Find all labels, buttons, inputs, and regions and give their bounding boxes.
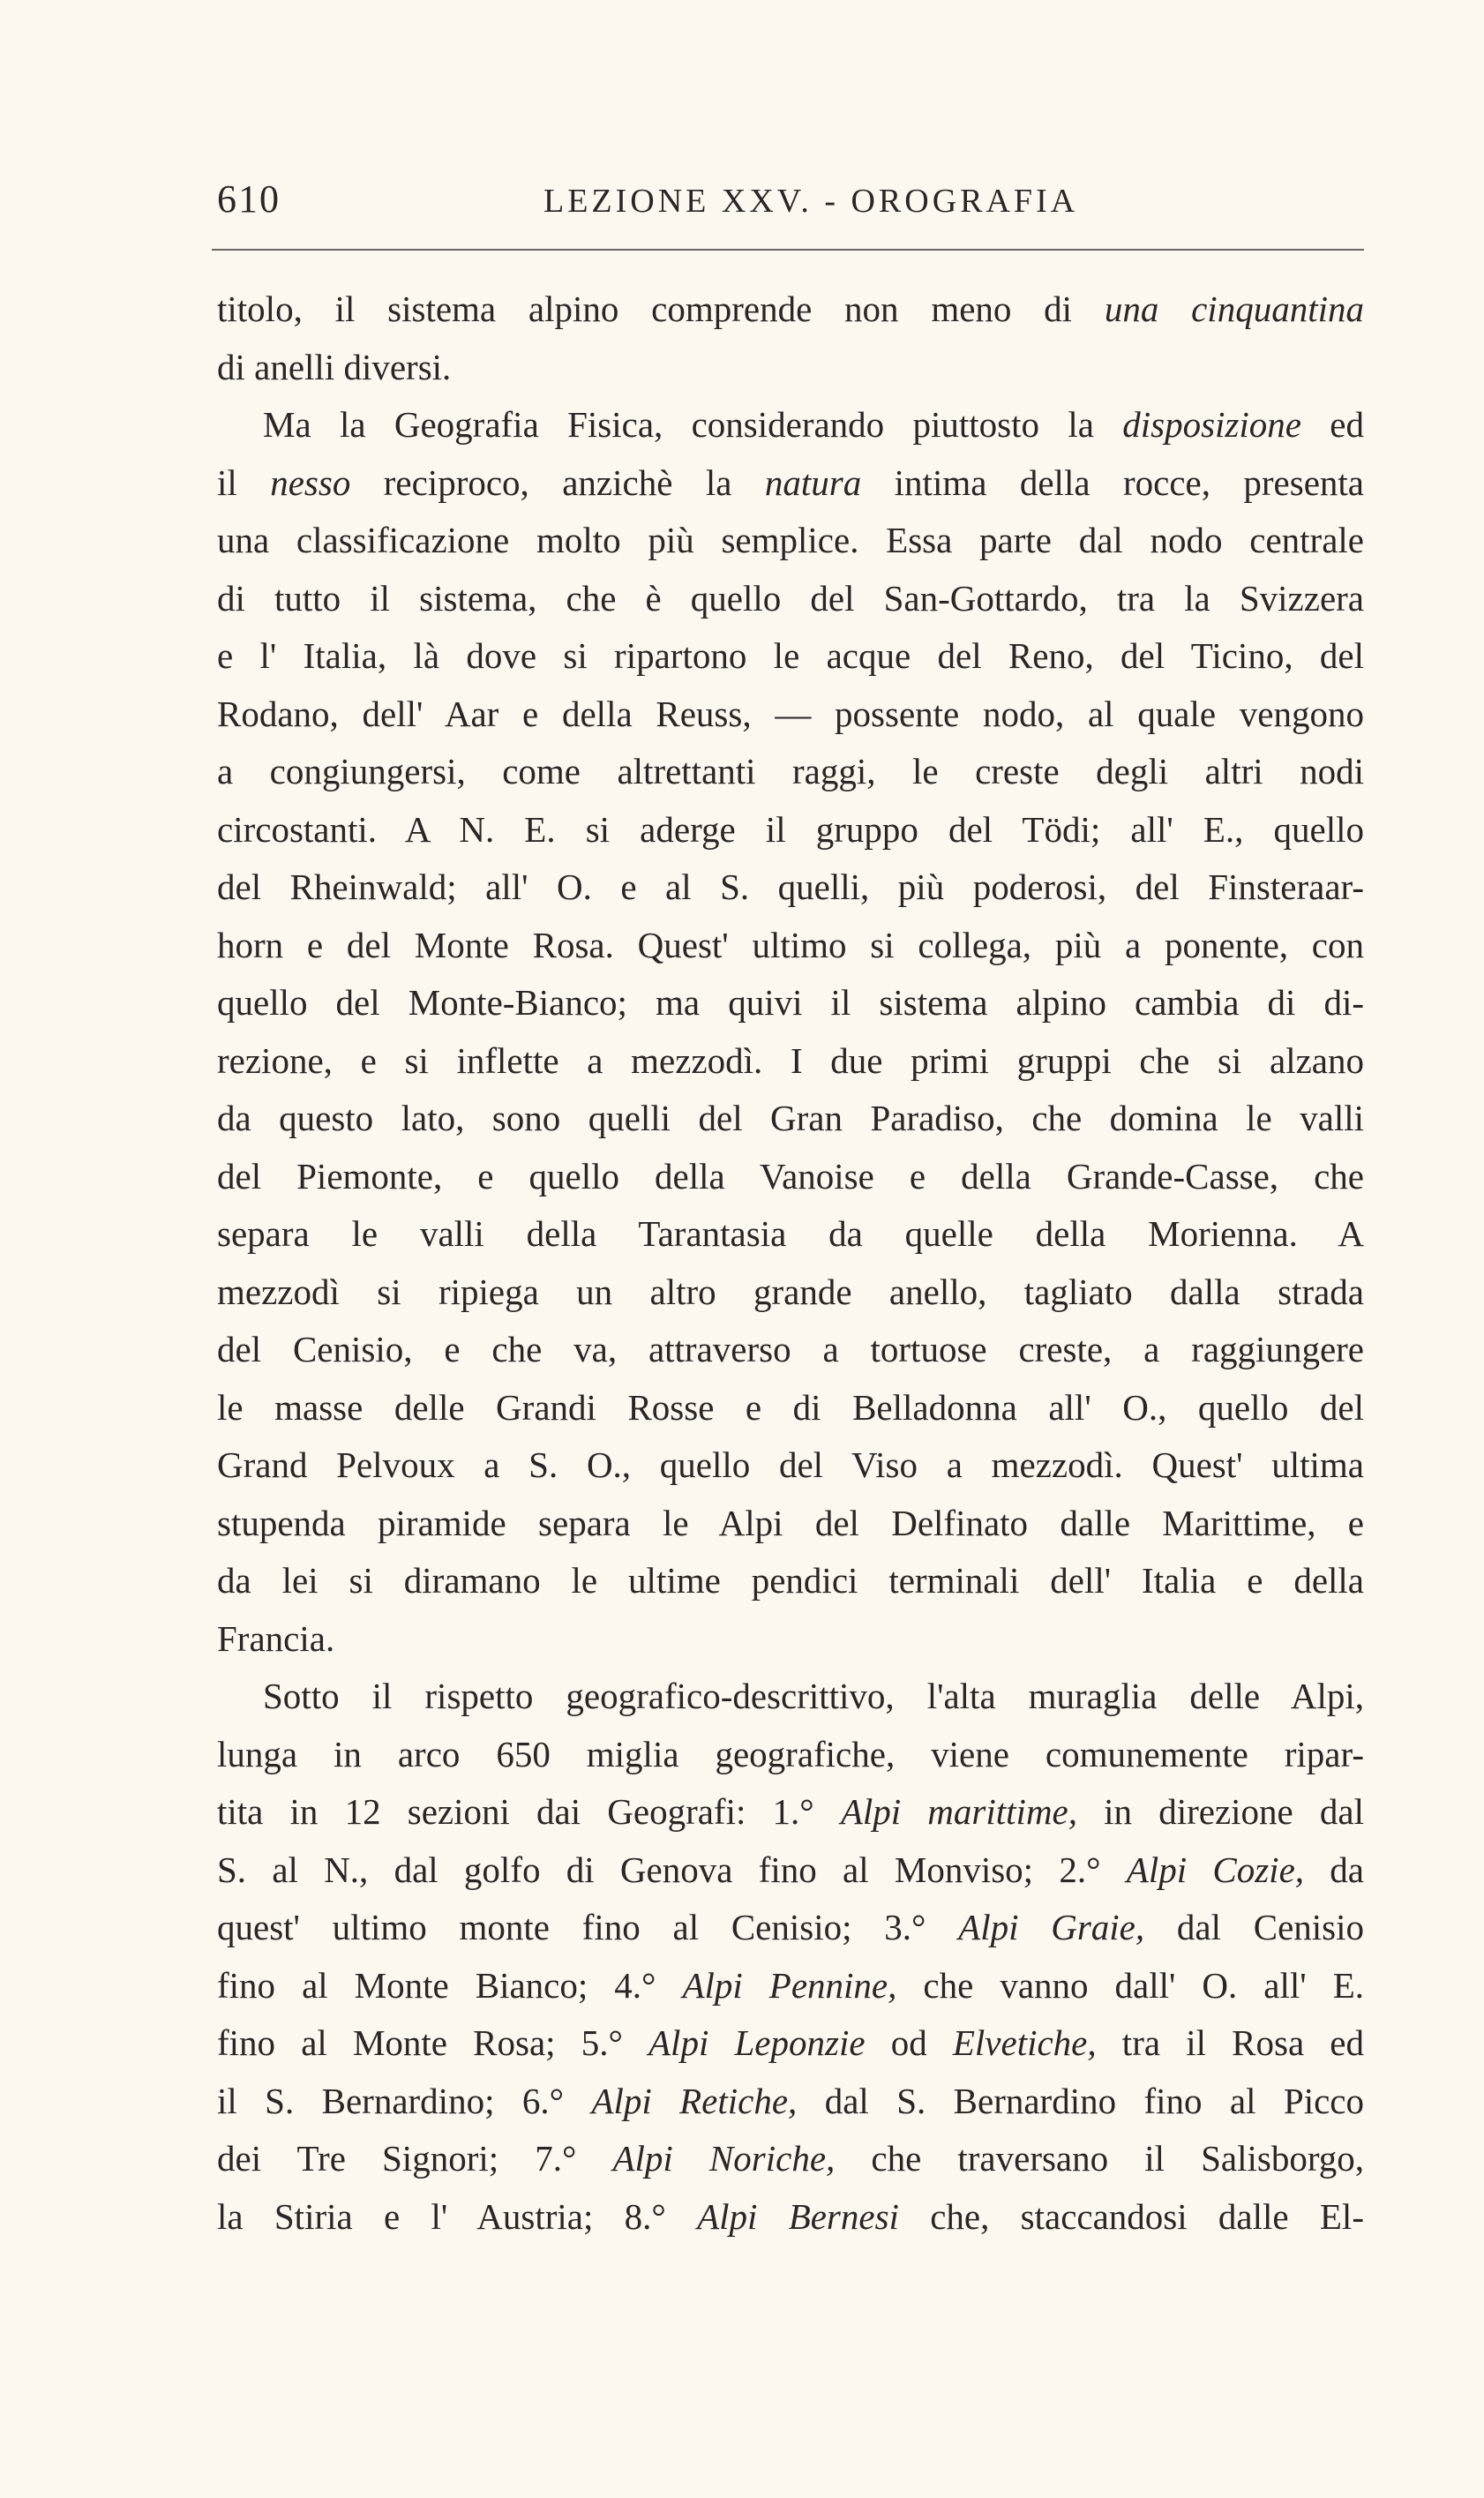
text-line [217, 281, 1364, 339]
text-segment: che traversano il Salisborgo, [835, 2138, 1365, 2179]
text-segment: od [865, 2022, 953, 2063]
text-segment: che, staccandosi dalle El- [898, 2195, 1364, 2237]
italic-text: Alpi Pennine, [682, 1964, 897, 2006]
text-line [217, 627, 1364, 686]
text-segment: la Stiria e l' Austria; 8.° [217, 2195, 698, 2237]
text-segment: stupenda piramide separa le Alpi del Delfinato dalle Marittime, e [217, 1502, 1364, 1543]
text-line [217, 1148, 1364, 1206]
text-line [217, 1610, 1364, 1669]
italic-text: Alpi Noriche, [612, 2138, 836, 2179]
italic-text: disposizione [1122, 404, 1301, 445]
text-line [217, 1842, 1364, 1900]
text-line [217, 1379, 1364, 1437]
header-rule [212, 249, 1364, 251]
text-line [217, 917, 1364, 975]
text-segment: quest' ultimo monte fino al Cenisio; 3.° [217, 1907, 959, 1947]
text-line [217, 801, 1364, 859]
text-segment: reciproco, anzichè la [350, 461, 765, 503]
page-header [217, 176, 1364, 229]
text-segment: Francia. [217, 1617, 335, 1659]
text-line [217, 859, 1364, 917]
text-line [217, 1495, 1364, 1553]
italic-text: Alpi Cozie, [1126, 1849, 1305, 1890]
text-line [217, 570, 1364, 628]
italic-text: Alpi Retiche, [591, 2080, 798, 2121]
text-segment: ed [1300, 404, 1364, 445]
text-line [217, 1899, 1364, 1957]
text-segment: fino al Monte Bianco; 4.° [217, 1964, 683, 2006]
text-segment: lunga in arco 650 miglia geografiche, viene comunemente ripar- [217, 1733, 1364, 1774]
text-segment: del Piemonte, e quello della Vanoise e della Grande-Casse, che [217, 1155, 1364, 1196]
text-segment: a congiungersi, come altrettanti raggi, le creste degli altri nodi [217, 751, 1364, 791]
text-line [217, 1957, 1364, 2015]
italic-text: una cinquantina [1104, 289, 1364, 329]
text-line [217, 1437, 1364, 1495]
text-line [217, 339, 1364, 397]
text-segment: in direzione dal [1077, 1791, 1364, 1832]
text-segment: dal Cenisio [1144, 1907, 1365, 1947]
text-line [217, 974, 1364, 1032]
text-segment: il S. Bernardino; 6.° [217, 2080, 592, 2121]
text-segment: S. al N., dal golfo di Genova fino al Monviso; 2.° [217, 1849, 1127, 1890]
italic-text: nesso [270, 461, 351, 503]
page-number: 610 [217, 177, 281, 221]
italic-text: Elvetiche, [952, 2022, 1097, 2063]
text-segment: una classificazione molto più semplice. Essa parte dal nodo centrale [217, 520, 1364, 560]
text-line [217, 1090, 1364, 1148]
text-line [217, 1205, 1364, 1264]
text-line [217, 1726, 1364, 1784]
text-segment: fino al Monte Rosa; 5.° [217, 2022, 649, 2063]
text-line [217, 1552, 1364, 1610]
body-text [217, 281, 1364, 2246]
text-segment: di anelli diversi. [217, 346, 452, 387]
text-line [217, 2130, 1364, 2188]
text-line [217, 2073, 1364, 2131]
text-segment: che vanno dall' O. all' E. [896, 1964, 1364, 2006]
text-line [217, 1321, 1364, 1379]
text-line [217, 686, 1364, 744]
italic-text: Alpi Graie, [958, 1907, 1145, 1947]
text-segment: titolo, il sistema alpino comprende non meno di [217, 289, 1105, 329]
text-line [217, 1668, 1364, 1726]
italic-text: Alpi Bernesi [697, 2195, 899, 2237]
text-segment: circostanti. A N. E. si aderge il gruppo del Tödi; all' E., quello [217, 808, 1364, 850]
text-segment: dei Tre Signori; 7.° [217, 2138, 613, 2179]
text-segment: tita in 12 sezioni dai Geografi: 1.° [217, 1791, 841, 1832]
italic-text: Alpi Leponzie [648, 2022, 866, 2063]
running-head: LEZIONE XXV. - OROGRAFIA [543, 183, 1079, 220]
text-segment: rezione, e si inflette a mezzodì. I due primi gruppi che si alzano [217, 1039, 1364, 1081]
italic-text: Alpi marittime, [840, 1791, 1077, 1832]
text-segment: da lei si diramano le ultime pendici terminali dell' Italia e della [217, 1560, 1364, 1601]
text-segment: mezzodì si ripiega un altro grande anello, tagliato dalla strada [217, 1271, 1364, 1312]
text-segment: e l' Italia, là dove si ripartono le acque del Reno, del Ticino, del [217, 635, 1364, 676]
text-segment: intima della rocce, presenta [861, 461, 1364, 503]
text-segment: le masse delle Grandi Rosse e di Belladonna all' O., quello del [217, 1386, 1364, 1428]
text-line [217, 2014, 1364, 2073]
text-segment: di tutto il sistema, che è quello del San-Gottardo, tra la Svizzera [217, 577, 1364, 619]
text-segment: tra il Rosa ed [1096, 2022, 1364, 2063]
text-segment: da questo lato, sono quelli del Gran Paradiso, che domina le valli [217, 1098, 1364, 1138]
text-line [217, 743, 1364, 801]
text-segment: il [217, 461, 271, 503]
text-segment: horn e del Monte Rosa. Quest' ultimo si collega, più a ponente, con [217, 924, 1364, 965]
text-line [217, 454, 1364, 513]
text-segment: Ma la Geografia Fisica, considerando piuttosto la [263, 404, 1123, 445]
text-line [217, 1032, 1364, 1091]
text-line [217, 396, 1364, 454]
text-segment: dal S. Bernardino fino al Picco [797, 2080, 1365, 2121]
text-segment: Sotto il rispetto geografico-descrittivo, l'alta muraglia delle Alpi, [263, 1676, 1364, 1716]
text-segment: Grand Pelvoux a S. O., quello del Viso a mezzodì. Quest' ultima [217, 1444, 1364, 1485]
text-segment: quello del Monte-Bianco; ma quivi il sistema alpino cambia di di- [217, 982, 1364, 1023]
italic-text: natura [764, 461, 862, 503]
text-segment: Rodano, dell' Aar e della Reuss, — possente nodo, al quale vengono [217, 693, 1364, 734]
text-segment: separa le valli della Tarantasia da quelle della Morienna. A [217, 1213, 1364, 1254]
text-line [217, 1783, 1364, 1842]
text-segment: da [1304, 1849, 1365, 1890]
text-line [217, 512, 1364, 570]
text-segment: del Rheinwald; all' O. e al S. quelli, più poderosi, del Finsteraar- [217, 866, 1364, 907]
text-line [217, 1264, 1364, 1322]
text-segment: del Cenisio, e che va, attraverso a tortuose creste, a raggiungere [217, 1329, 1364, 1369]
text-line [217, 2188, 1364, 2247]
